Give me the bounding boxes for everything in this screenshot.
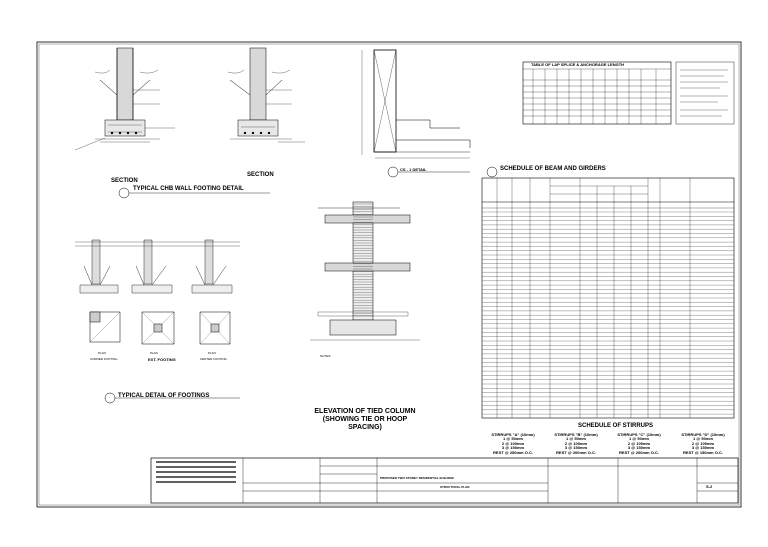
stirrup-spacing: 2 @ 100mm [691,440,715,446]
stirrup-spacing: REST @ 200mm O.C. [556,449,596,455]
detail-bubble [119,188,129,198]
footing-plan-caption: CORNER FOOTING [90,357,118,361]
lap-table-title: TABLE OF LAP SPLICE & ANCHORAGE LENGTH [531,62,625,67]
title-block-text-rows [156,462,236,482]
footing-plans [90,312,230,344]
title-block [151,458,738,503]
lap-splice-table [523,62,734,124]
detail-bubble [487,167,497,177]
stirrup-type-name: STIRRUPS "D" (10mm) [681,432,725,437]
footing-plan-label: PLAN [150,351,158,355]
section-label-right: SECTION [247,172,274,178]
footing-detail-title: TYPICAL DETAIL OF FOOTINGS [118,393,210,399]
cs-detail-title: CS - 1 DETAIL [400,167,427,172]
stirrup-spacing: REST @ 250mm O.C. [493,449,533,455]
notes-heading: NOTES: [320,354,332,358]
stirrup-spacing: 3 @ 150mm [564,445,588,451]
wall-footing-section-right [228,48,292,139]
stirrup-type-name: STIRRUPS "A" (10mm) [491,432,535,437]
detail-bubble [388,167,398,177]
footing-plan-caption: CENTER FOOTING [200,357,227,361]
sheet-number: S-2 [706,484,713,489]
stirrup-spacing: 1 @ 50mm [693,436,713,442]
stirrup-type-name: STIRRUPS "C" (10mm) [617,432,661,437]
tied-column-title: ELEVATION OF TIED COLUMN (SHOWING TIE OR HOOP SPACING) [314,408,416,432]
footing-elevations [75,240,240,293]
footing-plan-label: PLAN [98,351,106,355]
detail-bubble [105,393,115,403]
stirrups-title: SCHEDULE OF STIRRUPS [578,423,654,429]
stirrup-type [546,433,606,455]
stirrup-spacing: 2 @ 100mm [501,440,525,446]
stirrup-type [609,433,669,455]
cs1-detail [362,50,470,158]
stirrup-spacing: 2 @ 100mm [627,440,651,446]
stirrup-spacing: 3 @ 150mm [627,445,651,451]
stirrup-type [672,433,734,455]
footing-plan-caption: EXT. FOOTING [148,357,176,362]
stirrup-spacing: 2 @ 100mm [564,440,588,446]
stirrup-type [483,433,543,455]
stirrup-spacing: REST @ 150mm O.C. [683,449,723,455]
chb-footing-title: TYPICAL CHB WALL FOOTING DETAIL [133,186,244,192]
stirrup-spacing: 3 @ 150mm [501,445,525,451]
tied-column-elevation [310,202,420,340]
stirrup-spacing: 3 @ 150mm [691,445,715,451]
beam-schedule-rows [482,212,734,414]
title-block-sheet: STRUCTURAL PLAN [440,485,470,489]
title-block-project: PROPOSED TWO STOREY RESIDENTIAL BUILDING [380,476,455,480]
stirrup-type-name: STIRRUPS "B" (10mm) [554,432,598,437]
stirrup-spacing: 1 @ 50mm [503,436,523,442]
section-label-left: SECTION [111,178,138,184]
beam-schedule-title: SCHEDULE OF BEAM AND GIRDERS [500,166,606,172]
stirrup-spacing: REST @ 200mm O.C. [619,449,659,455]
footing-plan-label: PLAN [208,351,216,355]
stirrup-spacing: 1 @ 50mm [566,436,586,442]
stirrup-spacing: 1 @ 50mm [629,436,649,442]
